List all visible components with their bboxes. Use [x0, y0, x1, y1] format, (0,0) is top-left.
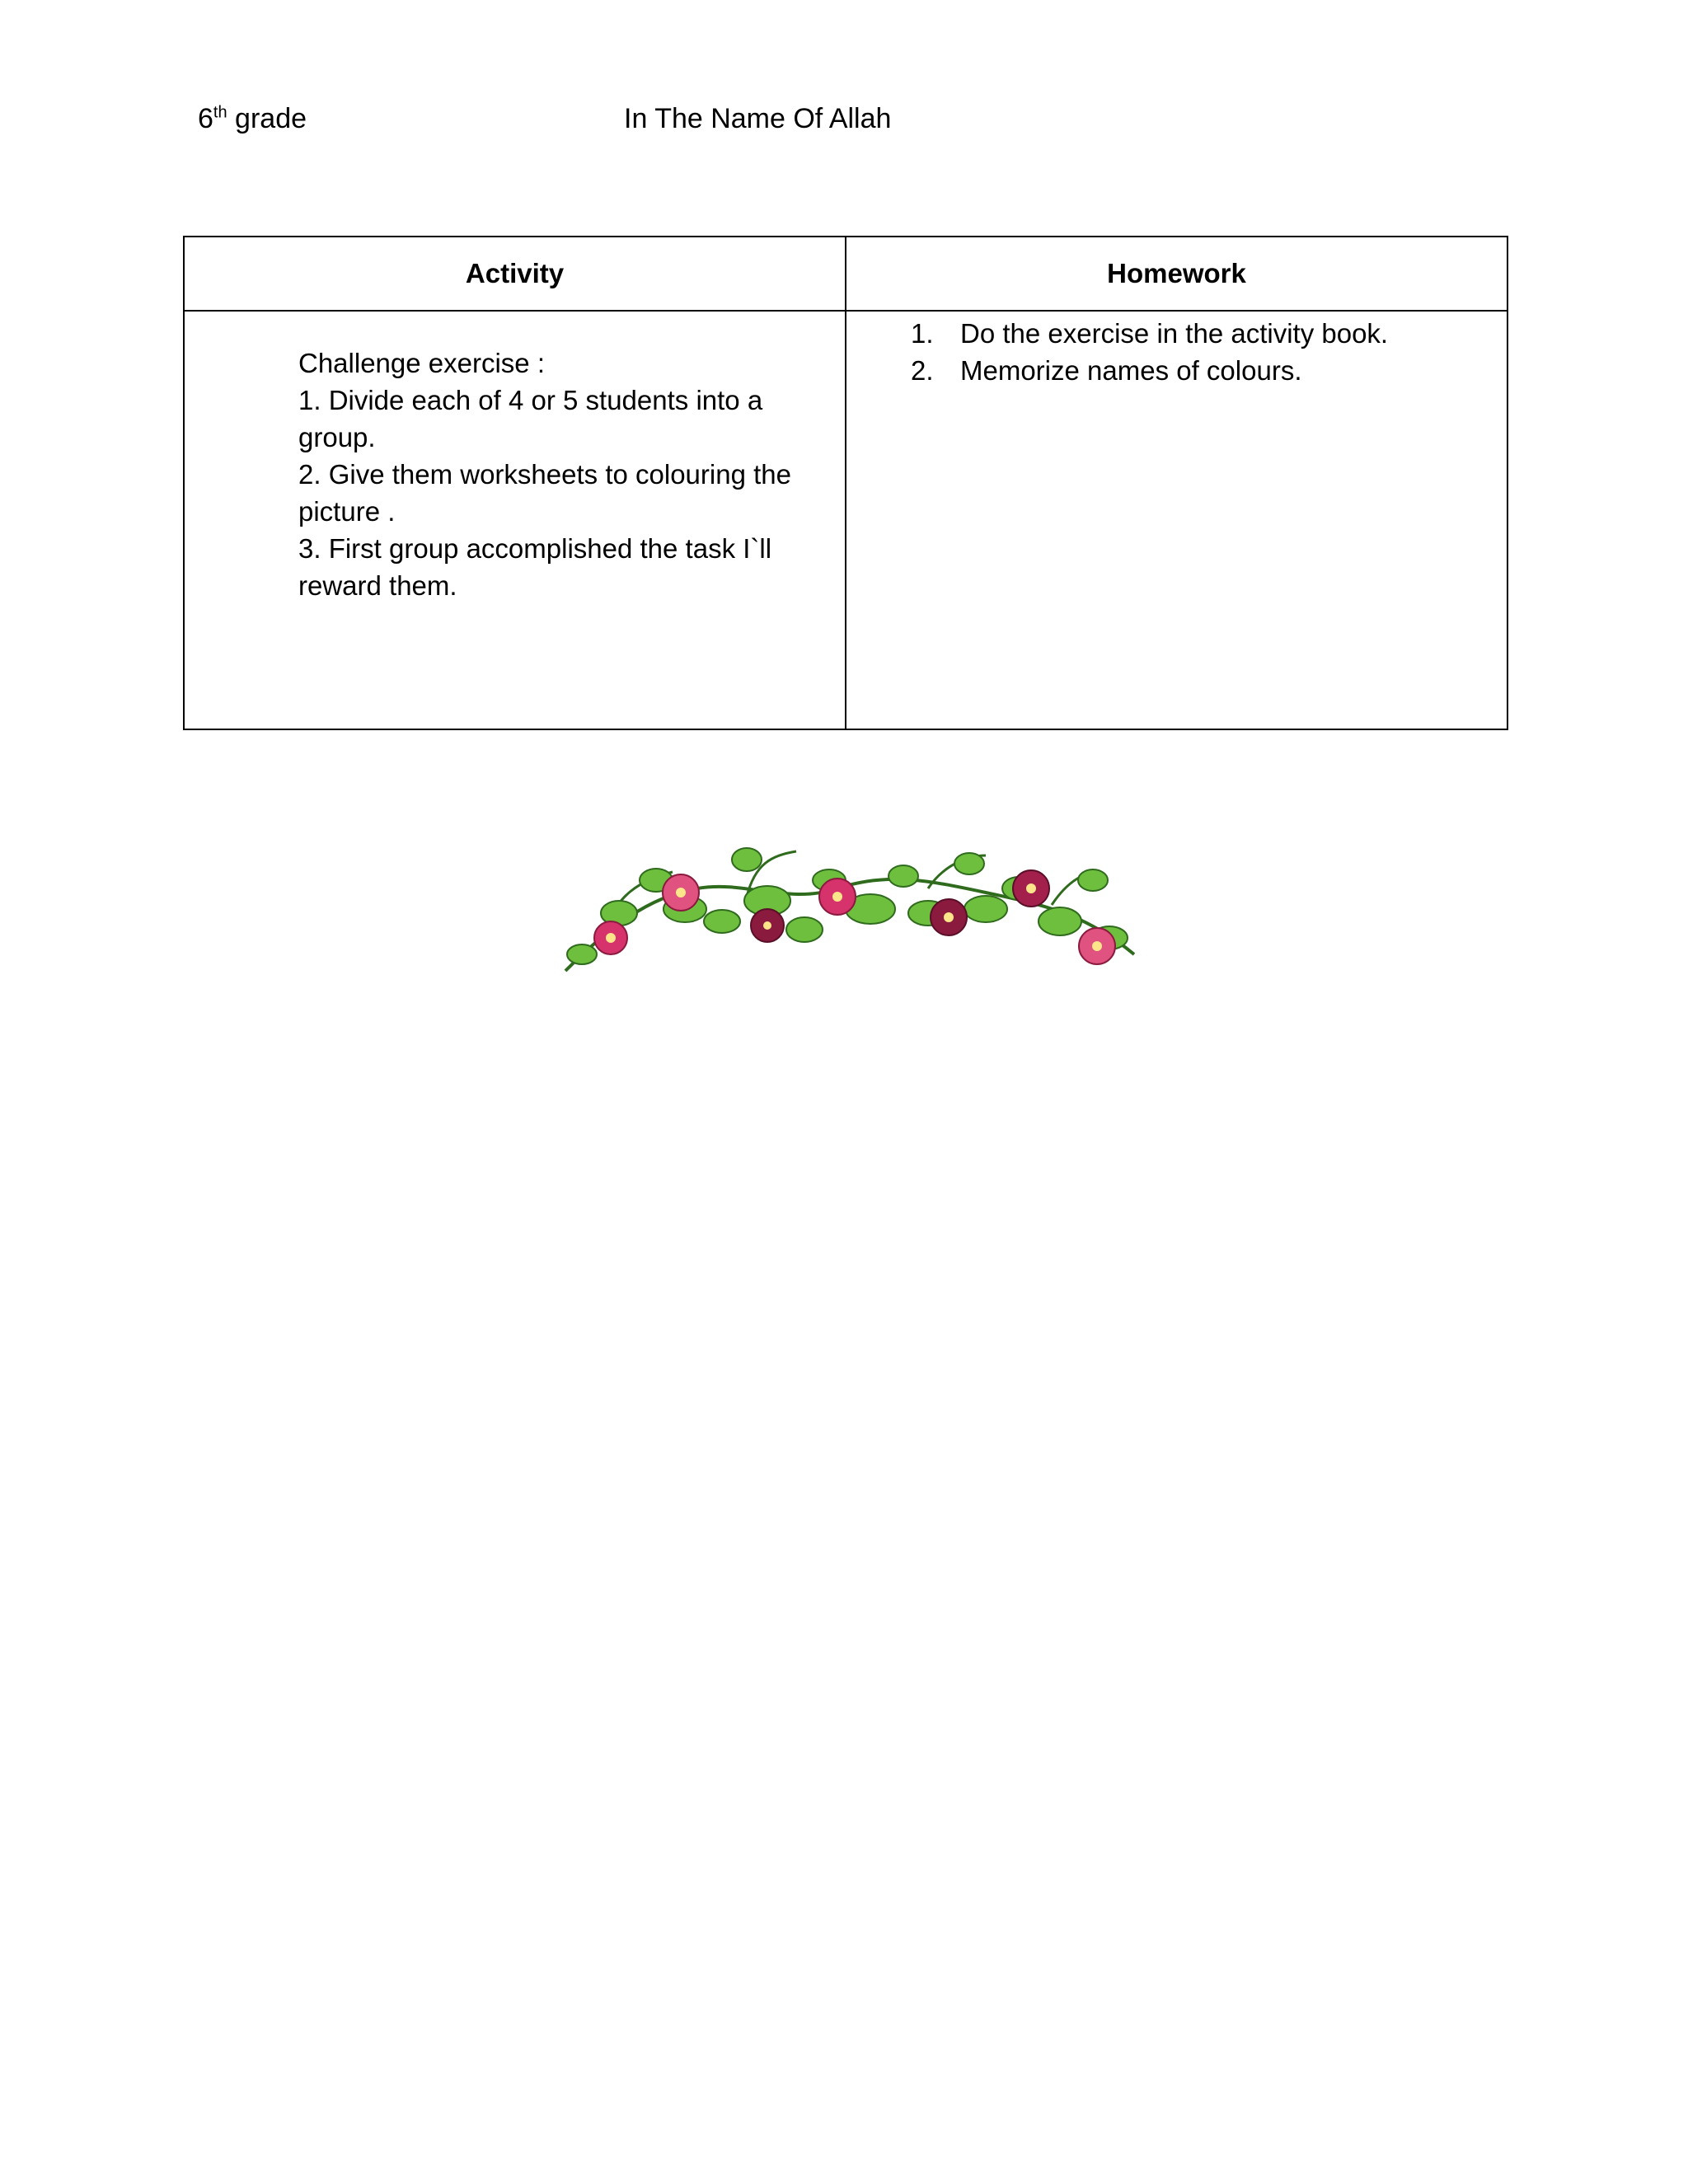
list-item [911, 315, 1507, 352]
activity-line: Challenge exercise : [298, 348, 545, 378]
activity-cell [184, 311, 846, 729]
flower-garland-icon [557, 831, 1144, 979]
homework-item-number: 2. [911, 355, 934, 386]
lesson-plan-table [183, 236, 1508, 730]
grade-number: 6 [198, 103, 213, 134]
homework-item-number: 1. [911, 318, 934, 349]
page-title: In The Name Of Allah [624, 103, 892, 134]
list-item [911, 352, 1507, 389]
grade-word: grade [227, 103, 307, 134]
homework-header: Homework [846, 237, 1507, 311]
table-header-row [184, 237, 1507, 311]
grade-suffix: th [213, 103, 227, 122]
homework-cell [846, 311, 1507, 729]
homework-item-text: Memorize names of colours. [960, 355, 1302, 386]
activity-line: 3. First group accomplished the task I`ll reward them. [298, 533, 772, 601]
activity-line: 1. Divide each of 4 or 5 students into a group. [298, 385, 763, 452]
grade-label [198, 97, 307, 140]
activity-header: Activity [184, 237, 846, 311]
table-row [184, 311, 1507, 729]
homework-list [846, 312, 1507, 389]
activity-line: 2. Give them worksheets to colouring the picture . [298, 459, 791, 527]
homework-item-text: Do the exercise in the activity book. [960, 318, 1389, 349]
